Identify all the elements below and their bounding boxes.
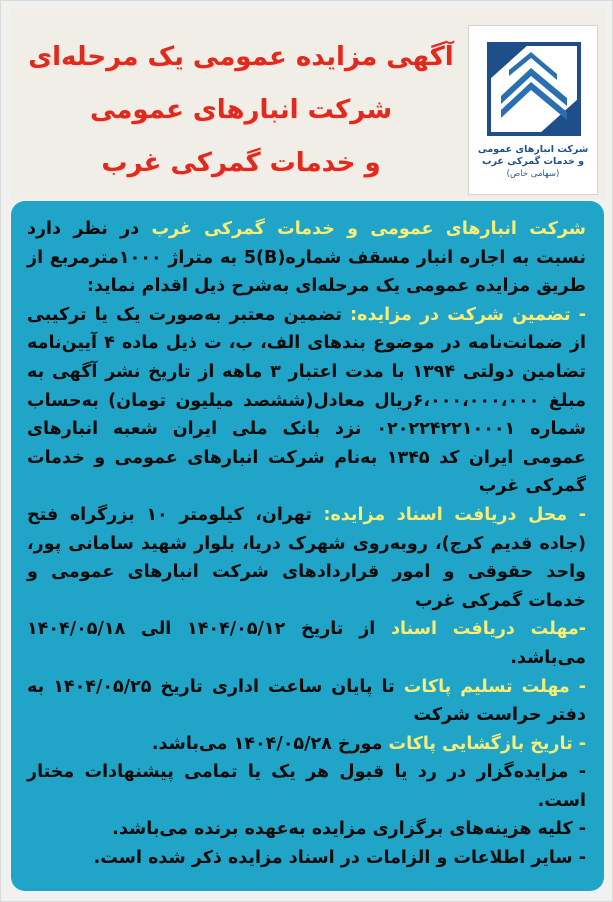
- deadline-docs-paragraph: [27, 615, 586, 672]
- opening-text: مورخ ۱۴۰۴/۰۵/۲۸ می‌باشد.: [151, 733, 389, 754]
- location-paragraph: [27, 501, 586, 615]
- deadline-envelopes-paragraph: [27, 673, 586, 730]
- logo-line-2: و خدمات گمرکی غرب: [481, 156, 585, 167]
- announcement-body: [11, 201, 604, 891]
- deadline-envelopes-text: تا پایان ساعت اداری تاریخ ۱۴۰۴/۰۵/۲۵ به دفتر حراست شرکت: [27, 676, 586, 726]
- company-name: شرکت انبارهای عمومی و خدمات گمرکی غرب: [151, 219, 586, 239]
- deadline-envelopes-label: - مهلت تسلیم پاکات: [403, 676, 586, 697]
- company-logo: [468, 25, 598, 195]
- location-label: - محل دریافت اسناد مزایده:: [323, 504, 587, 525]
- intro-paragraph: [27, 215, 586, 301]
- announcement-title: [21, 31, 461, 190]
- title-line-3: و خدمات گمرکی غرب: [101, 148, 381, 178]
- warehouse-logo-icon: [483, 40, 585, 140]
- note-item: - کلیه هزینه‌های برگزاری مزایده به‌عهده برنده می‌باشد.: [112, 819, 586, 840]
- deadline-docs-label: -مهلت دریافت اسناد: [391, 619, 586, 640]
- guarantee-text: تضمین معتبر به‌صورت یک یا ترکیبی از ضمانت‌نامه در موضوع بندهای الف، ب، ت ذیل ماده ۴ آیین‌نامه تضامین دولتی ۱۳۹۴ با مدت اعتبار ۳ ماهه از تاریخ نشر آگهی به مبلغ ۶،۰۰۰،۰۰۰،۰۰۰ریال معادل(ششصد میلیون تومان) به‌حساب شماره ۰۲۰۲۲۴۲۲۱۰۰۰۱ نزد بانک ملی ایران شعبه انبارهای عمومی ایران کد ۱۳۴۵ به‌نام شرکت انبارهای عمومی و خدمات گمرکی غرب: [27, 304, 587, 497]
- title-line-2: شرکت انبارهای عمومی: [89, 95, 393, 125]
- guarantee-paragraph: [27, 301, 586, 501]
- title-line-1: آگهی مزایده عمومی یک مرحله‌ای: [28, 42, 454, 72]
- deadline-docs-text: از تاریخ ۱۴۰۴/۰۵/۱۲ الی ۱۴۰۴/۰۵/۱۸ می‌باشد.: [27, 619, 586, 668]
- note-item: - سایر اطلاعات و الزامات در اسناد مزایده ذکر شده است.: [93, 848, 586, 869]
- note-item: - مزایده‌گزار در رد یا قبول هر یک یا تمامی پیشنهادات مختار است.: [27, 762, 586, 811]
- header: [11, 9, 606, 199]
- opening-label: - تاریخ بازگشایی پاکات: [388, 733, 586, 754]
- logo-line-3: (سهامی خاص): [506, 169, 560, 179]
- opening-paragraph: [27, 730, 586, 759]
- logo-caption: [473, 144, 593, 180]
- guarantee-label: - تضمین شرکت در مزایده:: [350, 304, 586, 325]
- logo-line-1: شرکت انبارهای عمومی: [477, 144, 589, 155]
- location-text: تهران، کیلومتر ۱۰ بزرگراه فتح (جاده قدیم کرج)، روبه‌روی شهرک دریا، بلوار شهید سامانی پور، واحد حقوقی و امور قراردادهای شرکت انبارهای عمومی و خدمات گمرکی غرب: [27, 504, 586, 611]
- intro-text: در نظر دارد نسبت به اجاره انبار مسقف شماره(B)5 به متراژ ۱۰۰۰مترمربع از طریق مزایده عمومی یک مرحله‌ای به‌شرح ذیل اقدام نماید:: [27, 219, 586, 297]
